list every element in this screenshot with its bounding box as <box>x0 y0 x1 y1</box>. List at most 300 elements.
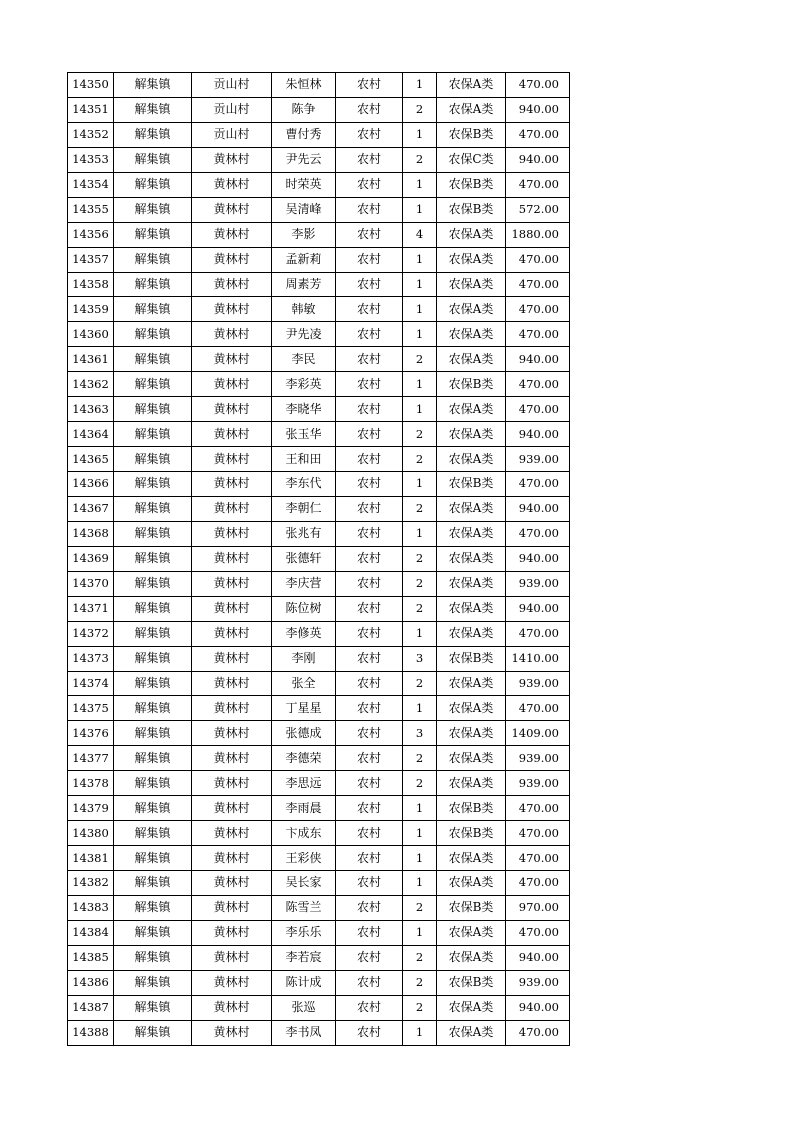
cell-amount: 470.00 <box>506 846 570 871</box>
cell-amount: 470.00 <box>506 122 570 147</box>
cell-name: 孟新莉 <box>272 247 336 272</box>
cell-town: 解集镇 <box>114 846 192 871</box>
cell-insurance-category: 农保A类 <box>437 771 506 796</box>
cell-household-count: 1 <box>403 796 437 821</box>
cell-household-count: 2 <box>403 347 437 372</box>
cell-village: 黄林村 <box>192 846 272 871</box>
cell-insurance-category: 农保A类 <box>437 920 506 945</box>
cell-area-type: 农村 <box>336 297 403 322</box>
cell-area-type: 农村 <box>336 197 403 222</box>
cell-record-id: 14358 <box>68 272 114 297</box>
cell-town: 解集镇 <box>114 172 192 197</box>
cell-insurance-category: 农保B类 <box>437 821 506 846</box>
cell-town: 解集镇 <box>114 721 192 746</box>
cell-name: 张德成 <box>272 721 336 746</box>
cell-insurance-category: 农保A类 <box>437 671 506 696</box>
cell-amount: 939.00 <box>506 571 570 596</box>
cell-household-count: 1 <box>403 871 437 896</box>
cell-area-type: 农村 <box>336 671 403 696</box>
cell-household-count: 1 <box>403 846 437 871</box>
cell-amount: 939.00 <box>506 746 570 771</box>
cell-name: 卞成东 <box>272 821 336 846</box>
cell-household-count: 4 <box>403 222 437 247</box>
cell-record-id: 14373 <box>68 646 114 671</box>
table-row <box>68 970 570 995</box>
table-row <box>68 696 570 721</box>
cell-amount: 1880.00 <box>506 222 570 247</box>
cell-amount: 940.00 <box>506 596 570 621</box>
table-row <box>68 347 570 372</box>
cell-village: 黄林村 <box>192 671 272 696</box>
cell-insurance-category: 农保A类 <box>437 596 506 621</box>
table-row <box>68 397 570 422</box>
cell-amount: 940.00 <box>506 546 570 571</box>
cell-name: 李庆营 <box>272 571 336 596</box>
cell-town: 解集镇 <box>114 347 192 372</box>
cell-name: 张玉华 <box>272 422 336 447</box>
cell-household-count: 2 <box>403 546 437 571</box>
cell-household-count: 1 <box>403 73 437 98</box>
cell-amount: 470.00 <box>506 871 570 896</box>
cell-amount: 939.00 <box>506 970 570 995</box>
cell-village: 黄林村 <box>192 247 272 272</box>
cell-area-type: 农村 <box>336 222 403 247</box>
cell-record-id: 14376 <box>68 721 114 746</box>
cell-village: 黄林村 <box>192 746 272 771</box>
table-row <box>68 272 570 297</box>
table-row <box>68 97 570 122</box>
cell-insurance-category: 农保A类 <box>437 546 506 571</box>
table-row <box>68 995 570 1020</box>
cell-area-type: 农村 <box>336 172 403 197</box>
cell-area-type: 农村 <box>336 746 403 771</box>
cell-village: 黄林村 <box>192 322 272 347</box>
cell-town: 解集镇 <box>114 372 192 397</box>
cell-area-type: 农村 <box>336 397 403 422</box>
cell-name: 张巡 <box>272 995 336 1020</box>
cell-town: 解集镇 <box>114 147 192 172</box>
cell-name: 李乐乐 <box>272 920 336 945</box>
cell-name: 周素芳 <box>272 272 336 297</box>
cell-name: 李民 <box>272 347 336 372</box>
cell-record-id: 14380 <box>68 821 114 846</box>
cell-area-type: 农村 <box>336 596 403 621</box>
cell-household-count: 2 <box>403 671 437 696</box>
cell-household-count: 2 <box>403 970 437 995</box>
cell-amount: 470.00 <box>506 73 570 98</box>
cell-village: 黄林村 <box>192 871 272 896</box>
cell-name: 曹付秀 <box>272 122 336 147</box>
cell-town: 解集镇 <box>114 895 192 920</box>
cell-record-id: 14374 <box>68 671 114 696</box>
table-row <box>68 422 570 447</box>
table-row <box>68 1020 570 1045</box>
cell-name: 李刚 <box>272 646 336 671</box>
cell-area-type: 农村 <box>336 472 403 497</box>
table-row <box>68 646 570 671</box>
cell-insurance-category: 农保A类 <box>437 871 506 896</box>
cell-area-type: 农村 <box>336 871 403 896</box>
cell-town: 解集镇 <box>114 1020 192 1045</box>
cell-record-id: 14353 <box>68 147 114 172</box>
cell-area-type: 农村 <box>336 147 403 172</box>
cell-record-id: 14354 <box>68 172 114 197</box>
cell-household-count: 1 <box>403 247 437 272</box>
cell-area-type: 农村 <box>336 447 403 472</box>
cell-amount: 970.00 <box>506 895 570 920</box>
cell-town: 解集镇 <box>114 397 192 422</box>
cell-household-count: 1 <box>403 920 437 945</box>
cell-amount: 470.00 <box>506 472 570 497</box>
cell-insurance-category: 农保A类 <box>437 846 506 871</box>
cell-area-type: 农村 <box>336 995 403 1020</box>
cell-name: 韩敏 <box>272 297 336 322</box>
cell-area-type: 农村 <box>336 372 403 397</box>
cell-area-type: 农村 <box>336 721 403 746</box>
cell-town: 解集镇 <box>114 621 192 646</box>
table-row <box>68 222 570 247</box>
cell-name: 丁星星 <box>272 696 336 721</box>
cell-town: 解集镇 <box>114 521 192 546</box>
cell-record-id: 14384 <box>68 920 114 945</box>
cell-village: 黄林村 <box>192 646 272 671</box>
cell-household-count: 2 <box>403 147 437 172</box>
cell-record-id: 14365 <box>68 447 114 472</box>
cell-name: 陈计成 <box>272 970 336 995</box>
cell-record-id: 14351 <box>68 97 114 122</box>
cell-area-type: 农村 <box>336 347 403 372</box>
cell-name: 时荣英 <box>272 172 336 197</box>
cell-record-id: 14375 <box>68 696 114 721</box>
cell-record-id: 14377 <box>68 746 114 771</box>
cell-household-count: 1 <box>403 696 437 721</box>
cell-village: 黄林村 <box>192 571 272 596</box>
cell-insurance-category: 农保A类 <box>437 721 506 746</box>
cell-area-type: 农村 <box>336 97 403 122</box>
cell-amount: 470.00 <box>506 821 570 846</box>
cell-insurance-category: 农保A类 <box>437 496 506 521</box>
cell-amount: 940.00 <box>506 496 570 521</box>
cell-amount: 470.00 <box>506 521 570 546</box>
cell-amount: 470.00 <box>506 920 570 945</box>
table-row <box>68 322 570 347</box>
cell-village: 黄林村 <box>192 771 272 796</box>
cell-insurance-category: 农保A类 <box>437 397 506 422</box>
cell-name: 尹先云 <box>272 147 336 172</box>
cell-insurance-category: 农保B类 <box>437 970 506 995</box>
cell-amount: 939.00 <box>506 771 570 796</box>
cell-town: 解集镇 <box>114 796 192 821</box>
cell-record-id: 14366 <box>68 472 114 497</box>
table-row <box>68 796 570 821</box>
cell-village: 黄林村 <box>192 920 272 945</box>
table-row <box>68 472 570 497</box>
cell-insurance-category: 农保B类 <box>437 646 506 671</box>
cell-insurance-category: 农保A类 <box>437 945 506 970</box>
cell-town: 解集镇 <box>114 920 192 945</box>
cell-household-count: 1 <box>403 1020 437 1045</box>
cell-amount: 470.00 <box>506 621 570 646</box>
cell-area-type: 农村 <box>336 646 403 671</box>
cell-town: 解集镇 <box>114 970 192 995</box>
cell-insurance-category: 农保B类 <box>437 895 506 920</box>
cell-name: 李雨晨 <box>272 796 336 821</box>
cell-record-id: 14364 <box>68 422 114 447</box>
cell-village: 黄林村 <box>192 472 272 497</box>
cell-village: 黄林村 <box>192 821 272 846</box>
cell-area-type: 农村 <box>336 1020 403 1045</box>
cell-name: 张兆有 <box>272 521 336 546</box>
cell-insurance-category: 农保B类 <box>437 197 506 222</box>
cell-insurance-category: 农保A类 <box>437 97 506 122</box>
cell-area-type: 农村 <box>336 571 403 596</box>
cell-village: 黄林村 <box>192 372 272 397</box>
cell-village: 黄林村 <box>192 197 272 222</box>
cell-record-id: 14371 <box>68 596 114 621</box>
cell-town: 解集镇 <box>114 671 192 696</box>
cell-area-type: 农村 <box>336 122 403 147</box>
cell-record-id: 14370 <box>68 571 114 596</box>
cell-record-id: 14355 <box>68 197 114 222</box>
cell-town: 解集镇 <box>114 646 192 671</box>
cell-amount: 470.00 <box>506 796 570 821</box>
cell-insurance-category: 农保A类 <box>437 322 506 347</box>
cell-record-id: 14360 <box>68 322 114 347</box>
table-row <box>68 621 570 646</box>
table-row <box>68 945 570 970</box>
cell-area-type: 农村 <box>336 496 403 521</box>
table-row <box>68 846 570 871</box>
table-row <box>68 73 570 98</box>
cell-record-id: 14381 <box>68 846 114 871</box>
cell-amount: 940.00 <box>506 97 570 122</box>
table-row <box>68 571 570 596</box>
cell-name: 李思远 <box>272 771 336 796</box>
cell-village: 黄林村 <box>192 796 272 821</box>
cell-village: 黄林村 <box>192 1020 272 1045</box>
table-row <box>68 447 570 472</box>
cell-household-count: 1 <box>403 197 437 222</box>
cell-village: 贡山村 <box>192 73 272 98</box>
cell-amount: 940.00 <box>506 945 570 970</box>
table-row <box>68 871 570 896</box>
cell-household-count: 1 <box>403 472 437 497</box>
cell-household-count: 2 <box>403 945 437 970</box>
cell-name: 李晓华 <box>272 397 336 422</box>
cell-insurance-category: 农保B类 <box>437 796 506 821</box>
cell-amount: 470.00 <box>506 696 570 721</box>
cell-record-id: 14361 <box>68 347 114 372</box>
cell-town: 解集镇 <box>114 945 192 970</box>
cell-insurance-category: 农保A类 <box>437 1020 506 1045</box>
cell-household-count: 2 <box>403 422 437 447</box>
table-row <box>68 521 570 546</box>
cell-village: 黄林村 <box>192 397 272 422</box>
cell-household-count: 1 <box>403 521 437 546</box>
cell-name: 张全 <box>272 671 336 696</box>
table-row <box>68 821 570 846</box>
cell-town: 解集镇 <box>114 696 192 721</box>
table-row <box>68 771 570 796</box>
table-row <box>68 197 570 222</box>
cell-name: 陈雪兰 <box>272 895 336 920</box>
cell-town: 解集镇 <box>114 746 192 771</box>
cell-household-count: 2 <box>403 97 437 122</box>
cell-town: 解集镇 <box>114 771 192 796</box>
cell-area-type: 农村 <box>336 945 403 970</box>
table-row <box>68 546 570 571</box>
cell-area-type: 农村 <box>336 272 403 297</box>
cell-amount: 470.00 <box>506 297 570 322</box>
cell-town: 解集镇 <box>114 546 192 571</box>
cell-area-type: 农村 <box>336 970 403 995</box>
cell-amount: 939.00 <box>506 447 570 472</box>
cell-amount: 940.00 <box>506 147 570 172</box>
cell-name: 李影 <box>272 222 336 247</box>
cell-area-type: 农村 <box>336 621 403 646</box>
table-row <box>68 671 570 696</box>
cell-household-count: 1 <box>403 297 437 322</box>
cell-village: 黄林村 <box>192 945 272 970</box>
cell-record-id: 14372 <box>68 621 114 646</box>
table-row <box>68 895 570 920</box>
cell-amount: 470.00 <box>506 272 570 297</box>
cell-insurance-category: 农保B类 <box>437 372 506 397</box>
cell-village: 贡山村 <box>192 97 272 122</box>
cell-insurance-category: 农保A类 <box>437 347 506 372</box>
cell-town: 解集镇 <box>114 472 192 497</box>
cell-insurance-category: 农保A类 <box>437 73 506 98</box>
cell-town: 解集镇 <box>114 73 192 98</box>
table-row <box>68 496 570 521</box>
cell-area-type: 农村 <box>336 247 403 272</box>
cell-record-id: 14359 <box>68 297 114 322</box>
cell-household-count: 1 <box>403 621 437 646</box>
cell-village: 黄林村 <box>192 721 272 746</box>
cell-record-id: 14363 <box>68 397 114 422</box>
cell-town: 解集镇 <box>114 596 192 621</box>
table-row <box>68 297 570 322</box>
cell-record-id: 14350 <box>68 73 114 98</box>
cell-town: 解集镇 <box>114 197 192 222</box>
cell-insurance-category: 农保A类 <box>437 995 506 1020</box>
cell-insurance-category: 农保A类 <box>437 696 506 721</box>
cell-name: 李东代 <box>272 472 336 497</box>
cell-amount: 1409.00 <box>506 721 570 746</box>
cell-town: 解集镇 <box>114 422 192 447</box>
cell-household-count: 2 <box>403 746 437 771</box>
cell-village: 黄林村 <box>192 272 272 297</box>
cell-amount: 572.00 <box>506 197 570 222</box>
cell-town: 解集镇 <box>114 222 192 247</box>
cell-area-type: 农村 <box>336 920 403 945</box>
cell-town: 解集镇 <box>114 821 192 846</box>
cell-area-type: 农村 <box>336 846 403 871</box>
cell-record-id: 14362 <box>68 372 114 397</box>
cell-name: 李朝仁 <box>272 496 336 521</box>
cell-area-type: 农村 <box>336 771 403 796</box>
cell-village: 黄林村 <box>192 521 272 546</box>
table-row <box>68 596 570 621</box>
cell-amount: 940.00 <box>506 995 570 1020</box>
cell-area-type: 农村 <box>336 696 403 721</box>
cell-village: 黄林村 <box>192 172 272 197</box>
cell-name: 尹先凌 <box>272 322 336 347</box>
cell-household-count: 2 <box>403 995 437 1020</box>
cell-village: 黄林村 <box>192 297 272 322</box>
cell-town: 解集镇 <box>114 297 192 322</box>
cell-amount: 940.00 <box>506 422 570 447</box>
table-row <box>68 247 570 272</box>
cell-village: 黄林村 <box>192 895 272 920</box>
cell-town: 解集镇 <box>114 496 192 521</box>
cell-record-id: 14369 <box>68 546 114 571</box>
table-row <box>68 122 570 147</box>
cell-insurance-category: 农保A类 <box>437 571 506 596</box>
cell-name: 朱恒林 <box>272 73 336 98</box>
cell-insurance-category: 农保B类 <box>437 472 506 497</box>
cell-area-type: 农村 <box>336 73 403 98</box>
cell-name: 李德荣 <box>272 746 336 771</box>
cell-village: 黄林村 <box>192 696 272 721</box>
cell-record-id: 14357 <box>68 247 114 272</box>
cell-insurance-category: 农保A类 <box>437 247 506 272</box>
cell-insurance-category: 农保A类 <box>437 746 506 771</box>
cell-amount: 470.00 <box>506 172 570 197</box>
cell-household-count: 1 <box>403 397 437 422</box>
cell-name: 陈争 <box>272 97 336 122</box>
cell-town: 解集镇 <box>114 995 192 1020</box>
cell-town: 解集镇 <box>114 447 192 472</box>
cell-village: 黄林村 <box>192 496 272 521</box>
cell-household-count: 2 <box>403 596 437 621</box>
cell-village: 贡山村 <box>192 122 272 147</box>
cell-record-id: 14387 <box>68 995 114 1020</box>
cell-record-id: 14368 <box>68 521 114 546</box>
cell-village: 黄林村 <box>192 621 272 646</box>
cell-amount: 939.00 <box>506 671 570 696</box>
cell-record-id: 14382 <box>68 871 114 896</box>
cell-household-count: 2 <box>403 771 437 796</box>
cell-amount: 470.00 <box>506 247 570 272</box>
cell-village: 黄林村 <box>192 546 272 571</box>
cell-area-type: 农村 <box>336 895 403 920</box>
cell-insurance-category: 农保A类 <box>437 521 506 546</box>
cell-record-id: 14379 <box>68 796 114 821</box>
cell-town: 解集镇 <box>114 272 192 297</box>
cell-insurance-category: 农保A类 <box>437 272 506 297</box>
cell-town: 解集镇 <box>114 97 192 122</box>
table-row <box>68 721 570 746</box>
cell-household-count: 1 <box>403 172 437 197</box>
cell-town: 解集镇 <box>114 571 192 596</box>
cell-town: 解集镇 <box>114 122 192 147</box>
cell-amount: 1410.00 <box>506 646 570 671</box>
cell-record-id: 14367 <box>68 496 114 521</box>
table-row <box>68 920 570 945</box>
cell-household-count: 1 <box>403 372 437 397</box>
cell-amount: 470.00 <box>506 1020 570 1045</box>
cell-town: 解集镇 <box>114 871 192 896</box>
cell-insurance-category: 农保A类 <box>437 422 506 447</box>
cell-household-count: 3 <box>403 646 437 671</box>
cell-record-id: 14386 <box>68 970 114 995</box>
cell-record-id: 14352 <box>68 122 114 147</box>
cell-record-id: 14388 <box>68 1020 114 1045</box>
cell-household-count: 1 <box>403 272 437 297</box>
cell-insurance-category: 农保A类 <box>437 621 506 646</box>
cell-area-type: 农村 <box>336 422 403 447</box>
